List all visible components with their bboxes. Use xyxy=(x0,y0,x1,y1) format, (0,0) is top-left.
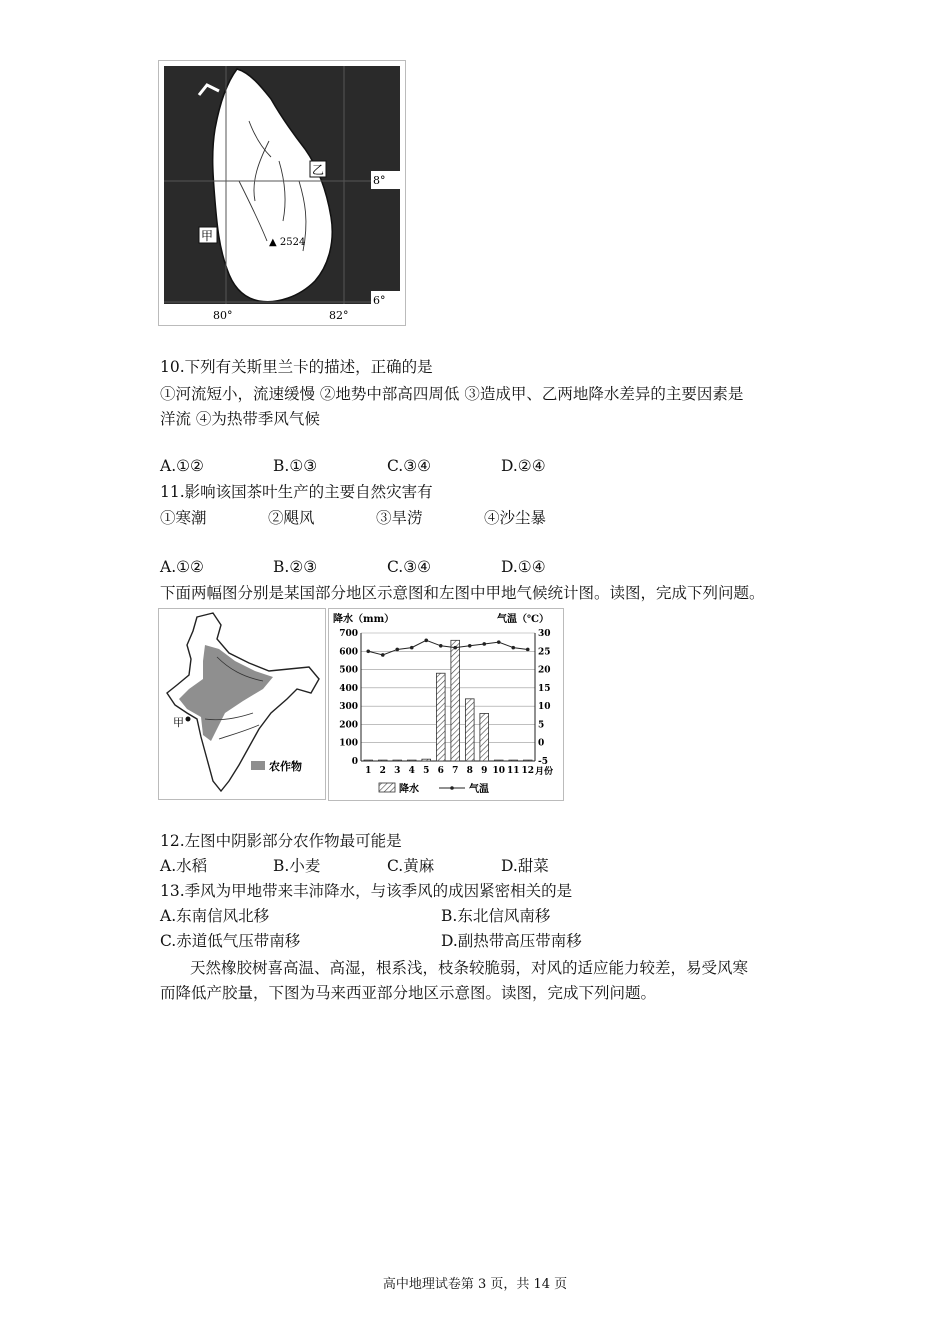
precip-bar xyxy=(422,759,431,761)
q10-stem: 10.下列有关斯里兰卡的描述，正确的是 xyxy=(160,358,433,376)
y-right-tick-label: 30 xyxy=(538,629,551,639)
legend-crop-swatch xyxy=(251,761,265,770)
x-tick-label: 3 xyxy=(394,766,401,776)
y-right-tick-label: 15 xyxy=(538,683,551,694)
x-tick-label: 5 xyxy=(423,766,430,776)
legend-precip-swatch xyxy=(379,783,395,792)
legend-precip-label: 降水 xyxy=(399,784,419,795)
map2-label-jia: 甲 xyxy=(173,716,184,729)
q13-stem: 13.季风为甲地带来丰沛降水，与该季风的成因紧密相关的是 xyxy=(160,882,573,900)
precip-bar xyxy=(451,640,460,761)
precip-bar xyxy=(480,713,489,761)
y-left-tick-label: 300 xyxy=(339,702,358,713)
precip-bar xyxy=(465,699,474,761)
q13-option-b: B.东北信风南移 xyxy=(441,907,551,925)
q11-item-4: ④沙尘暴 xyxy=(484,509,547,527)
temperature-point xyxy=(395,648,399,652)
temperature-point xyxy=(381,653,385,657)
q11-option-d: D.①④ xyxy=(501,558,546,576)
lat-6-label: 6° xyxy=(373,294,386,307)
y-right-tick-label: 10 xyxy=(538,702,551,713)
q13-option-c: C.赤道低气压带南移 xyxy=(160,932,301,950)
q11-item-1: ①寒潮 xyxy=(160,509,207,527)
q10-option-b: B.①③ xyxy=(273,457,318,475)
y-right-tick-label: -5 xyxy=(538,757,548,767)
precip-bar xyxy=(494,760,503,761)
x-axis-label: 月份 xyxy=(535,767,554,777)
peak-label: ▲ 2524 xyxy=(269,237,306,248)
q11-option-c: C.③④ xyxy=(387,558,432,576)
y-right-tick-label: 25 xyxy=(538,647,551,658)
precip-bar xyxy=(364,760,373,761)
temperature-point xyxy=(366,649,370,653)
temperature-point xyxy=(497,640,501,644)
q12-option-d: D.甜菜 xyxy=(501,857,549,875)
temperature-point xyxy=(410,646,414,650)
chart-legend xyxy=(379,782,489,795)
lat-8-label: 8° xyxy=(373,174,386,187)
passage-line1: 天然橡胶树喜高温、高湿，根系浅，枝条较脆弱，对风的适应能力较差，易受风寒 xyxy=(190,959,749,977)
y-left-tick-label: 500 xyxy=(339,665,358,676)
precip-bar xyxy=(378,760,387,761)
q13-option-a: A.东南信风北移 xyxy=(160,907,270,925)
y-left-tick-label: 0 xyxy=(351,757,358,767)
x-tick-label: 6 xyxy=(437,766,444,776)
q11-option-b: B.②③ xyxy=(273,558,318,576)
lon-82-label: 82° xyxy=(329,309,349,322)
x-tick-label: 11 xyxy=(506,766,520,776)
x-tick-label: 8 xyxy=(466,766,473,776)
climate-chart xyxy=(328,608,564,801)
q10-line2: 洋流 ④为热带季风气候 xyxy=(160,410,320,428)
temperature-point xyxy=(453,646,457,650)
x-tick-label: 2 xyxy=(379,766,386,776)
x-tick-label: 12 xyxy=(521,766,535,776)
precip-bar xyxy=(523,760,532,761)
sri-lanka-map-svg xyxy=(159,61,405,325)
precip-bar xyxy=(407,760,416,761)
temperature-line xyxy=(368,640,528,655)
y-right-tick-label: 20 xyxy=(538,665,551,676)
q11-item-3: ③旱涝 xyxy=(376,509,423,527)
y-left-tick-label: 100 xyxy=(339,738,358,749)
q10-line1: ①河流短小，流速缓慢 ②地势中部高四周低 ③造成甲、乙两地降水差异的主要因素是 xyxy=(160,385,744,403)
x-tick-label: 10 xyxy=(492,766,506,776)
q13-option-d: D.副热带高压带南移 xyxy=(441,932,582,950)
precip-bar xyxy=(509,760,518,761)
temperature-point xyxy=(439,644,443,648)
x-tick-label: 7 xyxy=(452,766,459,776)
q11-item-2: ②飓风 xyxy=(268,509,315,527)
y-left-tick-label: 400 xyxy=(339,683,358,694)
india-crop-map-svg xyxy=(159,609,325,799)
left-axis-title: 降水（mm） xyxy=(333,614,395,625)
temperature-point xyxy=(511,646,515,650)
legend-temp-label: 气温 xyxy=(469,784,489,795)
lon-80-label: 80° xyxy=(213,309,233,322)
india-crop-map xyxy=(158,608,326,800)
temperature-point xyxy=(526,648,530,652)
q10-option-d: D.②④ xyxy=(501,457,546,475)
y-left-tick-label: 700 xyxy=(339,629,358,639)
x-tick-label: 1 xyxy=(365,766,372,776)
q10-option-c: C.③④ xyxy=(387,457,432,475)
temperature-point xyxy=(424,639,428,643)
figure-intro: 下面两幅图分别是某国部分地区示意图和左图中甲地气候统计图。读图，完成下列问题。 xyxy=(160,584,765,602)
y-left-tick-label: 600 xyxy=(339,647,358,658)
x-tick-label: 9 xyxy=(481,766,488,776)
temperature-point xyxy=(482,642,486,646)
q12-option-b: B.小麦 xyxy=(273,857,321,875)
climate-chart-svg xyxy=(329,609,563,800)
label-jia: 甲 xyxy=(201,229,214,243)
right-axis-title: 气温（℃） xyxy=(497,614,549,625)
q11-option-a: A.①② xyxy=(160,558,204,576)
q10-option-a: A.①② xyxy=(160,457,204,475)
page-footer: 高中地理试卷第 3 页，共 14 页 xyxy=(382,1277,568,1292)
x-tick-label: 4 xyxy=(408,766,415,776)
q11-stem: 11.影响该国茶叶生产的主要自然灾害有 xyxy=(160,483,433,501)
temperature-point xyxy=(468,644,472,648)
q12-stem: 12.左图中阴影部分农作物最可能是 xyxy=(160,832,402,850)
sri-lanka-map xyxy=(158,60,406,326)
precip-bar xyxy=(436,673,445,761)
legend-crop-label: 农作物 xyxy=(269,760,302,773)
y-right-tick-label: 5 xyxy=(538,720,545,731)
label-yi: 乙 xyxy=(312,163,325,177)
y-right-tick-label: 0 xyxy=(538,738,545,749)
q12-option-c: C.黄麻 xyxy=(387,857,435,875)
q12-option-a: A.水稻 xyxy=(160,857,208,875)
y-left-tick-label: 200 xyxy=(339,720,358,731)
passage-line2: 而降低产胶量，下图为马来西亚部分地区示意图。读图，完成下列问题。 xyxy=(160,984,657,1002)
precip-bar xyxy=(393,760,402,761)
